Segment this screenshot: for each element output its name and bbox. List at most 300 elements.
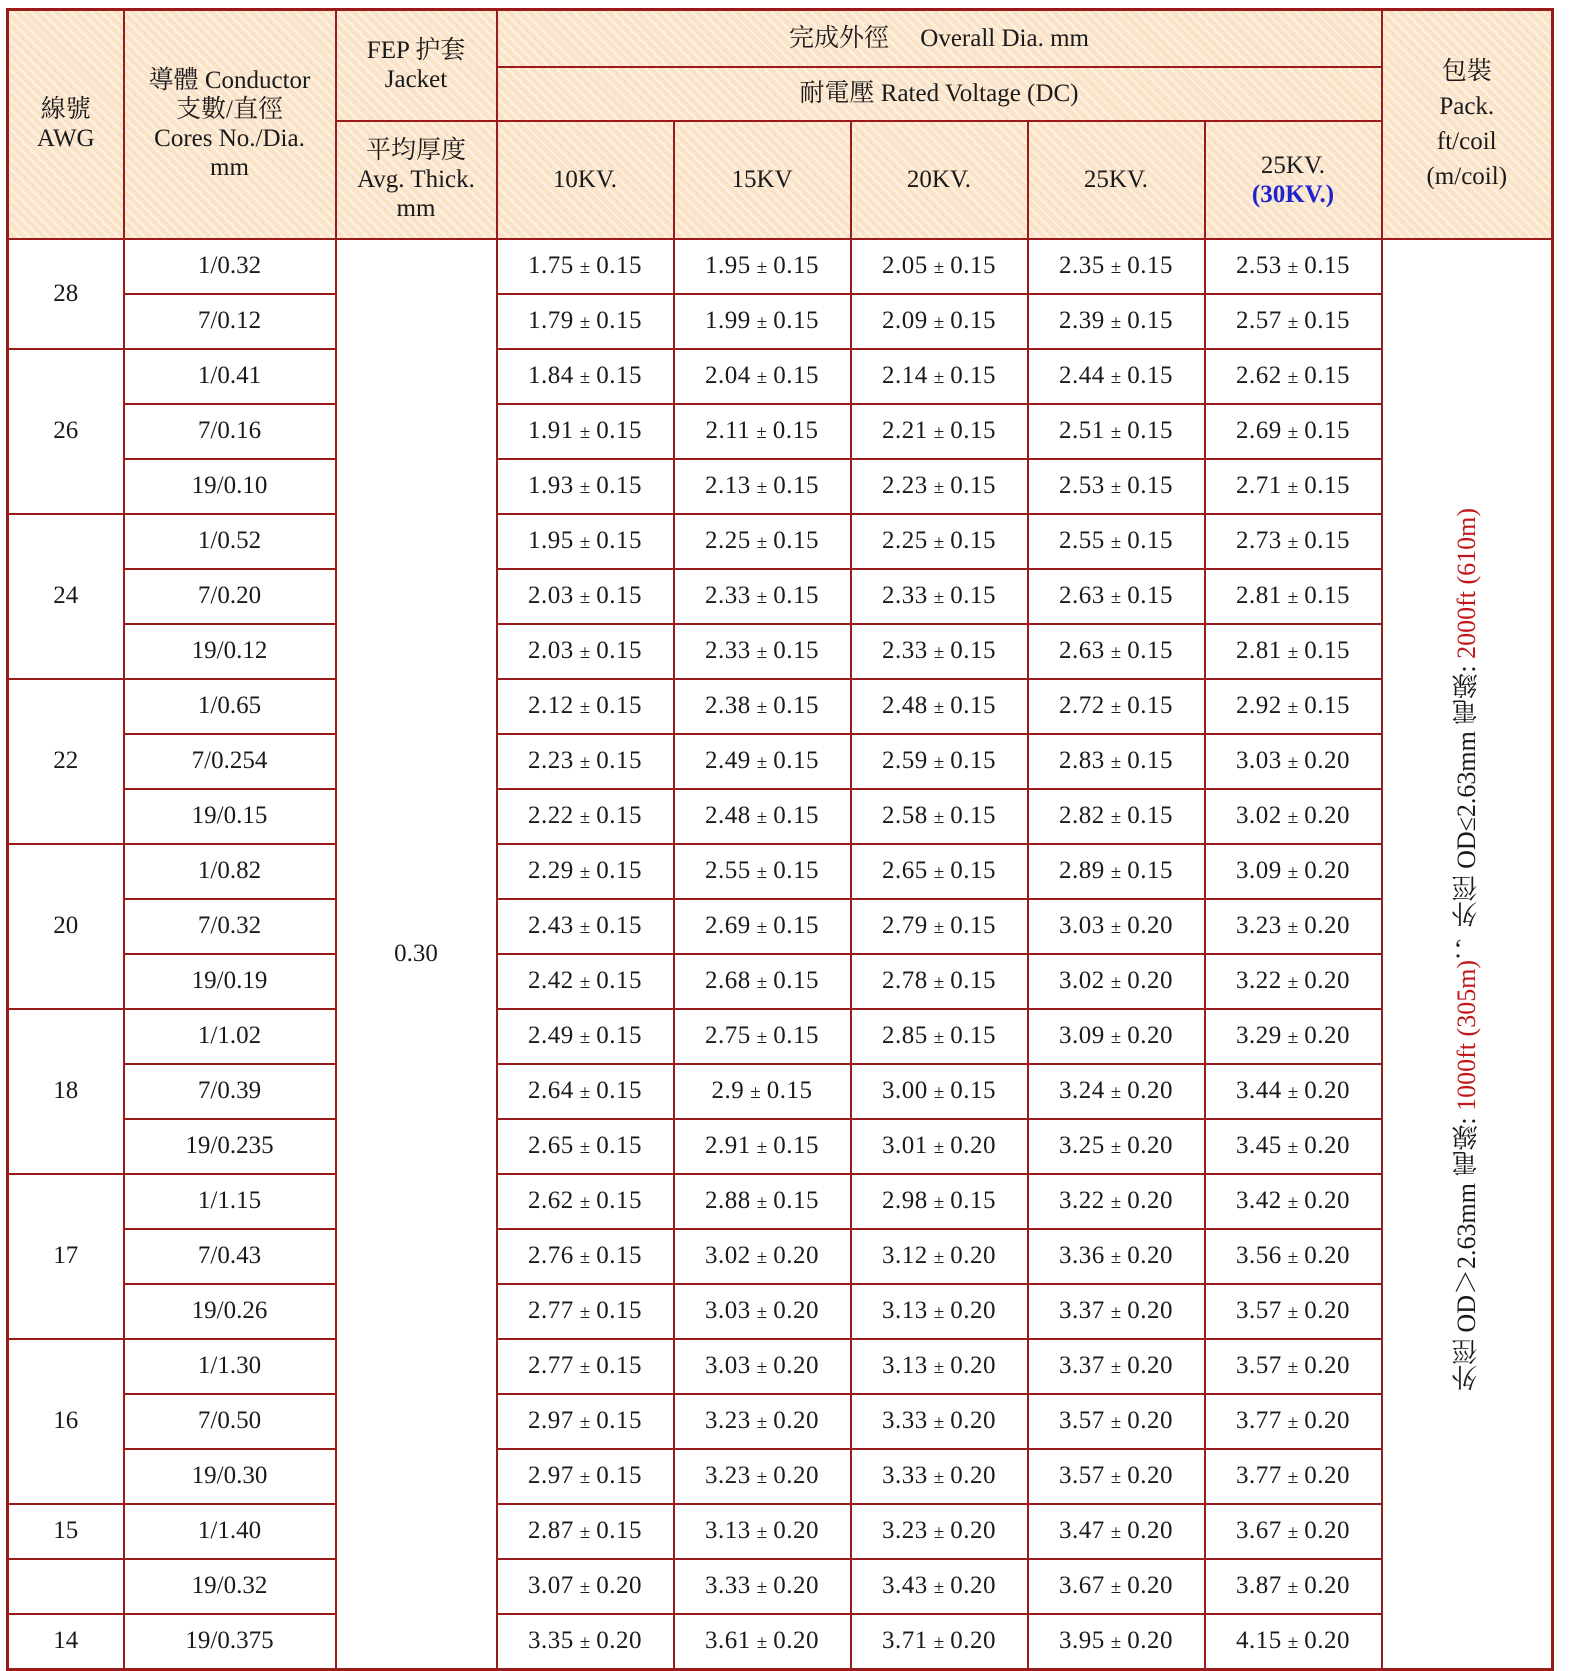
- dia-value: 2.43: [528, 912, 574, 939]
- plus-minus-symbol: ±: [1287, 862, 1299, 883]
- tolerance-value: 0.15: [596, 1187, 642, 1214]
- plus-minus-symbol: ±: [1110, 1467, 1122, 1488]
- dia-value: 2.77: [528, 1297, 574, 1324]
- tolerance-value: 0.20: [596, 1572, 642, 1599]
- plus-minus-symbol: ±: [756, 532, 768, 553]
- overall-dia-cell: [497, 1504, 674, 1559]
- plus-minus-symbol: ±: [1287, 422, 1299, 443]
- conductor-cell: 19/0.235: [124, 1119, 336, 1174]
- overall-dia-cell: [674, 1614, 851, 1670]
- plus-minus-symbol: ±: [579, 312, 591, 333]
- tolerance-value: 0.15: [1127, 252, 1173, 279]
- dia-value: 2.91: [705, 1132, 751, 1159]
- dia-value: 2.59: [882, 747, 928, 774]
- plus-minus-symbol: ±: [579, 1027, 591, 1048]
- dia-value: 2.88: [705, 1187, 751, 1214]
- plus-minus-symbol: ±: [579, 1632, 591, 1653]
- plus-minus-symbol: ±: [933, 642, 945, 663]
- dia-value: 3.13: [705, 1517, 751, 1544]
- tolerance-value: 0.15: [950, 1077, 996, 1104]
- awg-cell: 28: [8, 239, 124, 349]
- overall-dia-cell: [497, 1229, 674, 1284]
- plus-minus-symbol: ±: [933, 1137, 945, 1158]
- dia-value: 3.95: [1059, 1627, 1105, 1654]
- dia-value: 3.23: [882, 1517, 928, 1544]
- awg-cell: 15: [8, 1504, 124, 1559]
- dia-value: 2.14: [882, 362, 928, 389]
- overall-dia-cell: [497, 1284, 674, 1339]
- plus-minus-symbol: ±: [1110, 1192, 1122, 1213]
- plus-minus-symbol: ±: [933, 807, 945, 828]
- dia-value: 2.81: [1236, 637, 1282, 664]
- overall-dia-cell: [674, 239, 851, 294]
- dia-value: 2.03: [528, 637, 574, 664]
- overall-dia-cell: [674, 1339, 851, 1394]
- plus-minus-symbol: ±: [933, 697, 945, 718]
- overall-dia-cell: [497, 1614, 674, 1670]
- tolerance-value: 0.15: [773, 802, 819, 829]
- tolerance-value: 0.15: [950, 802, 996, 829]
- plus-minus-symbol: ±: [1110, 1412, 1122, 1433]
- table-row: [8, 569, 1553, 624]
- dia-value: 3.00: [882, 1077, 928, 1104]
- plus-minus-symbol: ±: [1287, 1082, 1299, 1103]
- dia-value: 2.76: [528, 1242, 574, 1269]
- tolerance-value: 0.15: [1127, 417, 1173, 444]
- tolerance-value: 0.20: [1304, 1572, 1350, 1599]
- conductor-cell: 1/1.02: [124, 1009, 336, 1064]
- plus-minus-symbol: ±: [933, 1082, 945, 1103]
- tolerance-value: 0.15: [950, 747, 996, 774]
- tolerance-value: 0.20: [950, 1297, 996, 1324]
- tolerance-value: 0.20: [1127, 912, 1173, 939]
- tolerance-value: 0.20: [1127, 1187, 1173, 1214]
- dia-value: 2.69: [705, 912, 751, 939]
- dia-value: 3.37: [1059, 1297, 1105, 1324]
- overall-dia-cell: [1028, 239, 1205, 294]
- voltage-25-30kv-header: 25KV. (30KV.): [1205, 121, 1382, 239]
- dia-value: 3.67: [1236, 1517, 1282, 1544]
- plus-minus-symbol: ±: [1287, 1467, 1299, 1488]
- table-row: [8, 1504, 1553, 1559]
- dia-value: 3.56: [1236, 1242, 1282, 1269]
- tolerance-value: 0.20: [1304, 747, 1350, 774]
- plus-minus-symbol: ±: [933, 1522, 945, 1543]
- overall-dia-cell: [851, 294, 1028, 349]
- table-row: [8, 1174, 1553, 1229]
- dia-value: 2.12: [528, 692, 574, 719]
- dia-value: 2.58: [882, 802, 928, 829]
- overall-dia-cell: [497, 624, 674, 679]
- dia-value: 3.47: [1059, 1517, 1105, 1544]
- plus-minus-symbol: ±: [579, 1577, 591, 1598]
- overall-dia-cell: [497, 1009, 674, 1064]
- overall-dia-cell: [497, 1339, 674, 1394]
- tolerance-value: 0.15: [1127, 582, 1173, 609]
- overall-dia-cell: [1205, 459, 1382, 514]
- dia-value: 3.01: [882, 1132, 928, 1159]
- dia-value: 2.62: [1236, 362, 1282, 389]
- dia-value: 2.25: [705, 527, 751, 554]
- plus-minus-symbol: ±: [1287, 917, 1299, 938]
- plus-minus-symbol: ±: [1287, 1357, 1299, 1378]
- plus-minus-symbol: ±: [1110, 1137, 1122, 1158]
- overall-dia-cell: [1028, 1614, 1205, 1670]
- overall-dia-cell: [851, 954, 1028, 1009]
- tolerance-value: 0.15: [596, 802, 642, 829]
- plus-minus-symbol: ±: [1110, 752, 1122, 773]
- dia-value: 3.57: [1236, 1297, 1282, 1324]
- plus-minus-symbol: ±: [579, 642, 591, 663]
- overall-dia-cell: [1205, 1504, 1382, 1559]
- overall-dia-cell: [851, 404, 1028, 459]
- tolerance-value: 0.20: [773, 1407, 819, 1434]
- overall-dia-cell: [1028, 1504, 1205, 1559]
- overall-dia-cell: [497, 844, 674, 899]
- plus-minus-symbol: ±: [1287, 752, 1299, 773]
- dia-value: 3.02: [705, 1242, 751, 1269]
- dia-value: 2.82: [1059, 802, 1105, 829]
- tolerance-value: 0.15: [950, 967, 996, 994]
- tolerance-value: 0.15: [596, 1077, 642, 1104]
- overall-dia-cell: [1028, 1009, 1205, 1064]
- plus-minus-symbol: ±: [579, 1137, 591, 1158]
- plus-minus-symbol: ±: [579, 1357, 591, 1378]
- dia-value: 3.57: [1236, 1352, 1282, 1379]
- plus-minus-symbol: ±: [756, 1467, 768, 1488]
- overall-dia-cell: [674, 1284, 851, 1339]
- overall-dia-cell: [1205, 1614, 1382, 1670]
- awg-cell: 22: [8, 679, 124, 844]
- plus-minus-symbol: ±: [579, 1467, 591, 1488]
- overall-dia-cell: [1028, 679, 1205, 734]
- tolerance-value: 0.15: [596, 1352, 642, 1379]
- overall-dia-cell: [674, 1064, 851, 1119]
- jacket-header: FEP 护套 Jacket: [336, 10, 497, 121]
- plus-minus-symbol: ±: [1287, 1027, 1299, 1048]
- awg-cell: 18: [8, 1009, 124, 1174]
- tolerance-value: 0.15: [773, 1022, 819, 1049]
- plus-minus-symbol: ±: [579, 1082, 591, 1103]
- tolerance-value: 0.20: [1304, 1077, 1350, 1104]
- tolerance-value: 0.15: [596, 637, 642, 664]
- tolerance-value: 0.15: [596, 1022, 642, 1049]
- awg-cell: 14: [8, 1614, 124, 1670]
- awg-cell: [8, 1559, 124, 1614]
- tolerance-value: 0.20: [773, 1297, 819, 1324]
- dia-value: 2.55: [705, 857, 751, 884]
- dia-value: 3.09: [1059, 1022, 1105, 1049]
- tolerance-value: 0.15: [1127, 307, 1173, 334]
- overall-dia-cell: [1028, 1559, 1205, 1614]
- overall-dia-cell: [674, 1504, 851, 1559]
- overall-dia-cell: [497, 239, 674, 294]
- dia-value: 3.24: [1059, 1077, 1105, 1104]
- dia-value: 2.68: [705, 967, 751, 994]
- overall-dia-cell: [851, 239, 1028, 294]
- plus-minus-symbol: ±: [579, 477, 591, 498]
- plus-minus-symbol: ±: [579, 1302, 591, 1323]
- plus-minus-symbol: ±: [1287, 1632, 1299, 1653]
- dia-value: 2.65: [528, 1132, 574, 1159]
- dia-value: 4.15: [1236, 1627, 1282, 1654]
- overall-dia-cell: [1205, 1559, 1382, 1614]
- plus-minus-symbol: ±: [756, 257, 768, 278]
- dia-value: 3.42: [1236, 1187, 1282, 1214]
- tolerance-value: 0.15: [596, 417, 642, 444]
- plus-minus-symbol: ±: [1110, 257, 1122, 278]
- plus-minus-symbol: ±: [933, 257, 945, 278]
- conductor-cell: 7/0.12: [124, 294, 336, 349]
- conductor-header: 導體 Conductor 支數/直徑 Cores No./Dia. mm: [124, 10, 336, 239]
- overall-dia-cell: [1028, 844, 1205, 899]
- tolerance-value: 0.20: [1304, 1187, 1350, 1214]
- overall-dia-cell: [674, 404, 851, 459]
- table-row: [8, 1559, 1553, 1614]
- tolerance-value: 0.15: [773, 857, 819, 884]
- voltage-15kv-header: 15KV: [674, 121, 851, 239]
- overall-dia-cell: [497, 679, 674, 734]
- tolerance-value: 0.15: [596, 1297, 642, 1324]
- overall-dia-cell: [497, 294, 674, 349]
- overall-dia-cell: [674, 1559, 851, 1614]
- plus-minus-symbol: ±: [1110, 532, 1122, 553]
- plus-minus-symbol: ±: [756, 477, 768, 498]
- tolerance-value: 0.15: [1127, 637, 1173, 664]
- plus-minus-symbol: ±: [756, 1027, 768, 1048]
- dia-value: 3.22: [1236, 967, 1282, 994]
- overall-dia-cell: [674, 1449, 851, 1504]
- tolerance-value: 0.20: [1127, 1407, 1173, 1434]
- dia-value: 3.43: [882, 1572, 928, 1599]
- voltage-10kv-header: 10KV.: [497, 121, 674, 239]
- tolerance-value: 0.15: [950, 857, 996, 884]
- dia-value: 2.98: [882, 1187, 928, 1214]
- plus-minus-symbol: ±: [933, 532, 945, 553]
- plus-minus-symbol: ±: [1110, 1577, 1122, 1598]
- tolerance-value: 0.20: [1304, 1627, 1350, 1654]
- overall-dia-cell: [1205, 349, 1382, 404]
- plus-minus-symbol: ±: [1110, 1247, 1122, 1268]
- conductor-cell: 19/0.30: [124, 1449, 336, 1504]
- table-body: [8, 239, 1553, 1670]
- plus-minus-symbol: ±: [579, 1522, 591, 1543]
- dia-value: 3.67: [1059, 1572, 1105, 1599]
- tolerance-value: 0.20: [773, 1242, 819, 1269]
- overall-dia-cell: [851, 1229, 1028, 1284]
- avg-thick-header: 平均厚度 Avg. Thick. mm: [336, 121, 497, 239]
- cable-spec-table: [6, 8, 1554, 1671]
- dia-value: 2.69: [1236, 417, 1282, 444]
- tolerance-value: 0.15: [596, 1132, 642, 1159]
- voltage-25kv-header: 25KV.: [1028, 121, 1205, 239]
- dia-value: 2.09: [882, 307, 928, 334]
- plus-minus-symbol: ±: [756, 1302, 768, 1323]
- tolerance-value: 0.15: [1127, 747, 1173, 774]
- conductor-cell: 19/0.19: [124, 954, 336, 1009]
- plus-minus-symbol: ±: [1110, 1357, 1122, 1378]
- plus-minus-symbol: ±: [579, 697, 591, 718]
- tolerance-value: 0.20: [950, 1627, 996, 1654]
- conductor-cell: 19/0.12: [124, 624, 336, 679]
- dia-value: 2.89: [1059, 857, 1105, 884]
- dia-value: 3.07: [528, 1572, 574, 1599]
- tolerance-value: 0.20: [1304, 802, 1350, 829]
- dia-value: 2.33: [882, 637, 928, 664]
- plus-minus-symbol: ±: [1287, 1247, 1299, 1268]
- plus-minus-symbol: ±: [579, 1412, 591, 1433]
- plus-minus-symbol: ±: [1110, 312, 1122, 333]
- overall-dia-cell: [851, 1559, 1028, 1614]
- overall-dia-cell: [851, 624, 1028, 679]
- overall-dia-cell: [1205, 404, 1382, 459]
- overall-dia-cell: [674, 1009, 851, 1064]
- overall-dia-cell: [1028, 404, 1205, 459]
- overall-dia-cell: [1028, 954, 1205, 1009]
- overall-dia-cell: [851, 1119, 1028, 1174]
- dia-value: 2.11: [705, 417, 751, 444]
- plus-minus-symbol: ±: [579, 752, 591, 773]
- dia-value: 2.83: [1059, 747, 1105, 774]
- plus-minus-symbol: ±: [1110, 477, 1122, 498]
- dia-value: 2.25: [882, 527, 928, 554]
- plus-minus-symbol: ±: [933, 1577, 945, 1598]
- plus-minus-symbol: ±: [756, 697, 768, 718]
- overall-dia-cell: [674, 844, 851, 899]
- dia-value: 3.33: [882, 1407, 928, 1434]
- tolerance-value: 0.15: [950, 472, 996, 499]
- plus-minus-symbol: ±: [756, 752, 768, 773]
- pack-note-cell: [1382, 239, 1553, 1670]
- overall-dia-cell: [1028, 1119, 1205, 1174]
- tolerance-value: 0.15: [950, 1187, 996, 1214]
- tolerance-value: 0.15: [596, 1517, 642, 1544]
- tolerance-value: 0.20: [1127, 1022, 1173, 1049]
- overall-dia-cell: [497, 404, 674, 459]
- overall-dia-cell: [1205, 1009, 1382, 1064]
- tolerance-value: 0.15: [1127, 692, 1173, 719]
- tolerance-value: 0.15: [772, 417, 819, 444]
- dia-value: 3.45: [1236, 1132, 1282, 1159]
- overall-dia-cell: [497, 899, 674, 954]
- dia-value: 2.81: [1236, 582, 1282, 609]
- overall-dia-cell: [851, 514, 1028, 569]
- overall-dia-cell: [1205, 1229, 1382, 1284]
- plus-minus-symbol: ±: [1110, 1082, 1122, 1103]
- overall-dia-cell: [1205, 514, 1382, 569]
- dia-value: 2.9: [711, 1077, 745, 1104]
- plus-minus-symbol: ±: [579, 422, 591, 443]
- tolerance-value: 0.20: [1304, 857, 1350, 884]
- tolerance-value: 0.20: [1304, 1132, 1350, 1159]
- dia-value: 3.37: [1059, 1352, 1105, 1379]
- jacket-thickness-cell: 0.30: [336, 239, 497, 1670]
- plus-minus-symbol: ±: [1110, 367, 1122, 388]
- dia-value: 2.33: [882, 582, 928, 609]
- dia-value: 3.22: [1059, 1187, 1105, 1214]
- tolerance-value: 0.20: [1304, 1407, 1350, 1434]
- plus-minus-symbol: ±: [1110, 807, 1122, 828]
- plus-minus-symbol: ±: [933, 1247, 945, 1268]
- spec-table-wrapper: [6, 8, 1554, 1671]
- tolerance-value: 0.15: [1304, 692, 1350, 719]
- table-row: [8, 789, 1553, 844]
- plus-minus-symbol: ±: [1287, 1412, 1299, 1433]
- dia-value: 1.95: [705, 252, 751, 279]
- plus-minus-symbol: ±: [1287, 312, 1299, 333]
- overall-dia-cell: [674, 1119, 851, 1174]
- dia-value: 2.05: [882, 252, 928, 279]
- table-row: [8, 844, 1553, 899]
- dia-value: 2.23: [882, 472, 928, 499]
- tolerance-value: 0.15: [596, 912, 642, 939]
- conductor-cell: 1/1.15: [124, 1174, 336, 1229]
- overall-dia-cell: [851, 349, 1028, 404]
- overall-dia-cell: [1205, 679, 1382, 734]
- overall-dia-cell: [1028, 294, 1205, 349]
- overall-dia-cell: [497, 789, 674, 844]
- dia-value: 3.57: [1059, 1407, 1105, 1434]
- table-row: [8, 1614, 1553, 1670]
- table-row: [8, 404, 1553, 459]
- dia-value: 2.33: [705, 582, 751, 609]
- dia-value: 2.65: [882, 857, 928, 884]
- plus-minus-symbol: ±: [579, 257, 591, 278]
- dia-value: 3.23: [1236, 912, 1282, 939]
- plus-minus-symbol: ±: [756, 1522, 768, 1543]
- awg-cell: 26: [8, 349, 124, 514]
- plus-minus-symbol: ±: [756, 1412, 768, 1433]
- dia-value: 3.03: [1059, 912, 1105, 939]
- tolerance-value: 0.20: [1304, 1462, 1350, 1489]
- overall-dia-cell: [1205, 624, 1382, 679]
- overall-dia-cell: [674, 349, 851, 404]
- plus-minus-symbol: ±: [579, 1247, 591, 1268]
- overall-dia-cell: [1028, 624, 1205, 679]
- dia-value: 2.97: [528, 1407, 574, 1434]
- dia-value: 2.73: [1236, 527, 1282, 554]
- dia-value: 3.13: [882, 1297, 928, 1324]
- dia-value: 2.04: [705, 362, 751, 389]
- plus-minus-symbol: ±: [1287, 642, 1299, 663]
- overall-dia-cell: [674, 954, 851, 1009]
- table-row: [8, 459, 1553, 514]
- conductor-cell: 19/0.10: [124, 459, 336, 514]
- dia-value: 3.12: [882, 1242, 928, 1269]
- tolerance-value: 0.20: [773, 1517, 819, 1544]
- plus-minus-symbol: ±: [1110, 917, 1122, 938]
- tolerance-value: 0.15: [1304, 417, 1350, 444]
- overall-dia-cell: [1205, 844, 1382, 899]
- dia-value: 1.79: [528, 307, 574, 334]
- dia-value: 3.23: [705, 1407, 751, 1434]
- plus-minus-symbol: ±: [1110, 642, 1122, 663]
- dia-value: 2.03: [528, 582, 574, 609]
- plus-minus-symbol: ±: [756, 312, 768, 333]
- pack-note-part: ； 外徑 OD≤2.63mm 電線:: [1451, 659, 1481, 961]
- plus-minus-symbol: ±: [756, 972, 768, 993]
- overall-dia-cell: [851, 1284, 1028, 1339]
- dia-value: 3.25: [1059, 1132, 1105, 1159]
- conductor-cell: 1/0.52: [124, 514, 336, 569]
- plus-minus-symbol: ±: [933, 367, 945, 388]
- tolerance-value: 0.15: [773, 472, 819, 499]
- tolerance-value: 0.15: [773, 692, 819, 719]
- overall-dia-cell: [1028, 899, 1205, 954]
- overall-dia-cell: [674, 294, 851, 349]
- tolerance-value: 0.15: [950, 582, 996, 609]
- dia-value: 3.36: [1059, 1242, 1105, 1269]
